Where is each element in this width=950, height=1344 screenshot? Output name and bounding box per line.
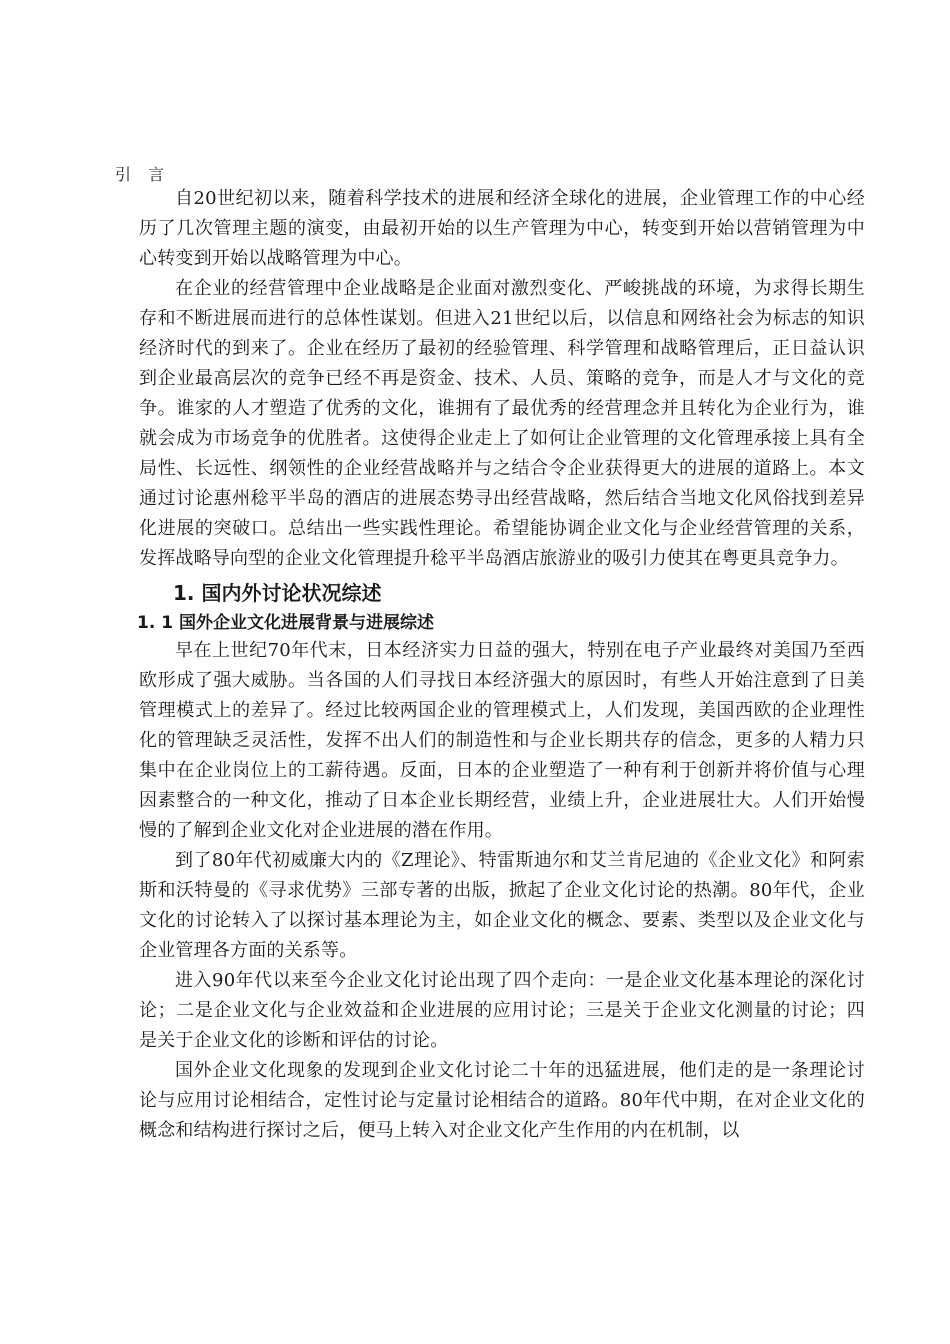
subsection-heading: 1. 1 国外企业文化进展背景与进展综述 bbox=[137, 613, 434, 633]
section-paragraph-1: 早在上世纪70年代末，日本经济实力日益的强大，特别在电子产业最终对美国乃至西欧形成了强大威胁。当各国的人们寻找日本经济强大的原因时，有些人开始注意到了日美管理模式上的差异了。经过比较两国企业的管理模式上，人们发现，美国西欧的企业理性化的管理缺乏灵活性，发挥不出人们的制造性和与企业长期共存的信念，更多的人精力只集中在企业岗位上的工薪待遇。反面，日本的企业塑造了一种有利于创新并将价值与心理因素整合的一种文化，推动了日本企业长期经营，业绩上升，企业进展壮大。人们开始慢慢的了解到企业文化对企业进展的潜在作用。 bbox=[139, 640, 865, 841]
document-body bbox=[139, 184, 865, 1146]
section-heading: 1. 国内外讨论状况综述 bbox=[173, 581, 382, 605]
intro-paragraph-2: 在企业的经营管理中企业战略是企业面对激烈变化、严峻挑战的环境，为求得长期生存和不断进展而进行的总体性谋划。但进入21世纪以后，以信息和网络社会为标志的知识经济时代的到来了。企业在经历了最初的经验管理、科学管理和战略管理后，正日益认识到企业最高层次的竞争已经不再是资金、技术、人员、策略的竞争，而是人才与文化的竞争。谁家的人才塑造了优秀的文化，谁拥有了最优秀的经营理念并且转化为企业行为，谁就会成为市场竞争的优胜者。这使得企业走上了如何让企业管理的文化管理承接上具有全局性、长远性、纲领性的企业经营战略并与之结合令企业获得更大的进展的道路上。本文通过讨论惠州稔平半岛的酒店的进展态势寻出经营战略，然后结合当地文化风俗找到差异化进展的突破口。总结出一些实践性理论。希望能协调企业文化与企业经营管理的关系，发挥战略导向型的企业文化管理提升稔平半岛酒店旅游业的吸引力使其在粤更具竞争力。 bbox=[139, 278, 865, 569]
intro-paragraph-1: 自20世纪初以来，随着科学技术的进展和经济全球化的进展，企业管理工作的中心经历了几次管理主题的演变，由最初开始的以生产管理为中心，转变到开始以营销管理为中心转变到开始以战略管理为中心。 bbox=[139, 188, 865, 269]
intro-label: 引 言 bbox=[115, 165, 171, 184]
section-paragraph-3: 进入90年代以来至今企业文化讨论出现了四个走向：一是企业文化基本理论的深化讨论；二是企业文化与企业效益和企业进展的应用讨论；三是关于企业文化测量的讨论；四是关于企业文化的诊断和评估的讨论。 bbox=[139, 970, 865, 1051]
section-paragraph-4: 国外企业文化现象的发现到企业文化讨论二十年的迅猛进展，他们走的是一条理论讨论与应用讨论相结合，定性讨论与定量讨论相结合的道路。80年代中期，在对企业文化的概念和结构进行探讨之后，便马上转入对企业文化产生作用的内在机制，以 bbox=[139, 1060, 865, 1141]
section-paragraph-2: 到了80年代初威廉大内的《Z理论》、特雷斯迪尔和艾兰肯尼迪的《企业文化》和阿索斯和沃特曼的《寻求优势》三部专著的出版，掀起了企业文化讨论的热潮。80年代，企业文化的讨论转入了以探讨基本理论为主，如企业文化的概念、要素、类型以及企业文化与企业管理各方面的关系等。 bbox=[139, 850, 865, 961]
